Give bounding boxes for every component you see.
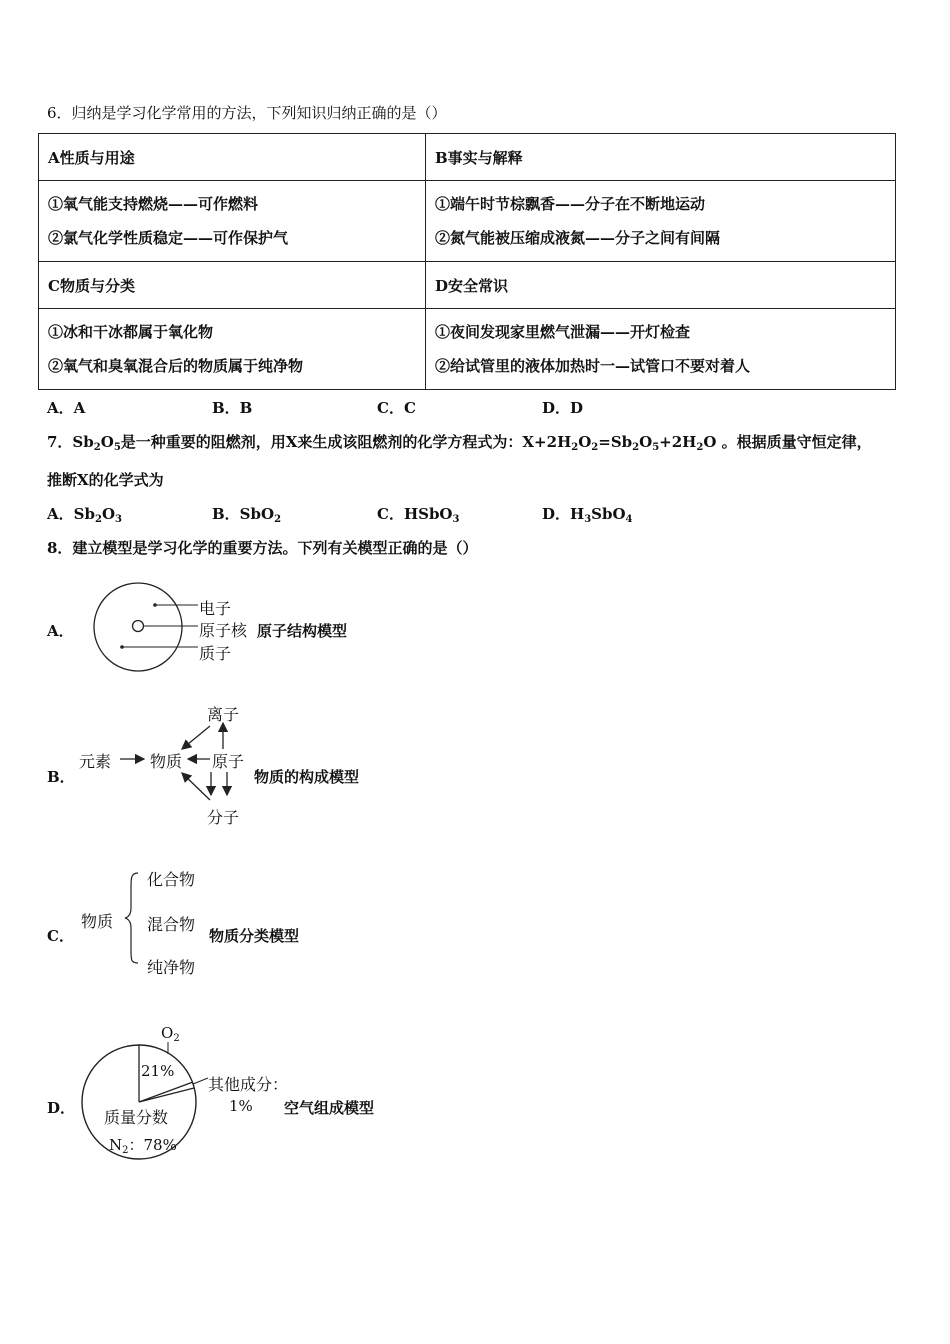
pie-label-21: 21% [141, 1062, 175, 1080]
class-label-mixture: 混合物 [147, 915, 196, 934]
cell-d-head: D安全常识 [426, 262, 896, 309]
cell-c-line1: ①冰和干冰都属于氧化物 [48, 323, 214, 341]
class-label-pure: 纯净物 [147, 958, 196, 977]
q6-option-d[interactable]: D．D [542, 399, 584, 417]
class-label-substance: 物质 [81, 912, 114, 931]
q7-stem-line2: 推断X的化学式为 [47, 471, 164, 489]
q6-option-c[interactable]: C．C [377, 399, 416, 417]
cell-b-head: B事实与解释 [426, 134, 896, 181]
atom-label-electron: 电子 [199, 599, 232, 618]
q8-option-c-letter[interactable]: C． [47, 927, 74, 945]
cell-c-line2: ②氧气和臭氧混合后的物质属于纯净物 [48, 357, 304, 375]
q6-stem: 6．归纳是学习化学常用的方法，下列知识归纳正确的是（） [47, 104, 447, 122]
pie-label-mass: 质量分数 [104, 1108, 169, 1127]
arrow-molecule-substance [182, 773, 210, 800]
knowledge-table [38, 133, 896, 390]
others-pointer [193, 1078, 208, 1084]
q7-option-d[interactable]: D．$H_3SbO_4$ [542, 505, 633, 525]
pie-label-o2: $O_2$ [161, 1024, 180, 1044]
comp-label-substance: 物质 [150, 752, 183, 771]
atom-outer-circle [94, 583, 182, 671]
composition-arrows [110, 715, 250, 815]
q8-option-a-letter[interactable]: A． [47, 622, 74, 640]
cell-a-body [39, 181, 426, 262]
pie-label-others: 其他成分： [208, 1075, 289, 1094]
classification-model-caption: 物质分类模型 [209, 927, 300, 945]
classification-brace [124, 870, 144, 966]
comp-label-element: 元素 [79, 752, 112, 771]
cell-a-line2: ②氯气化学性质稳定——可作保护气 [48, 229, 289, 247]
pie-radius-others [139, 1088, 194, 1102]
cell-a-line1: ①氧气能支持燃烧——可作燃料 [48, 195, 259, 213]
q7-option-a[interactable]: A．$Sb_2O_3$ [47, 505, 122, 525]
q7-option-b[interactable]: B．SbO$_2$ [212, 505, 282, 525]
q8-stem: 8．建立模型是学习化学的重要方法。下列有关模型正确的是（） [47, 539, 478, 557]
comp-label-ion: 离子 [207, 705, 240, 724]
q7-stem-line1: 7．$Sb_2O_5$是一种重要的阻燃剂，用X来生成该阻燃剂的化学方程式为：$X+2H_2O_2=Sb_2O_5+2H_2O$ 。根据质量守恒定律， [47, 433, 872, 453]
atom-model-caption: 原子结构模型 [257, 622, 348, 640]
pie-radius-o2 [139, 1082, 193, 1102]
atom-label-proton: 质子 [199, 644, 232, 663]
pie-label-n2: $N_2$：78% [109, 1136, 177, 1156]
cell-b-line1: ①端午时节棕飘香——分子在不断地运动 [435, 195, 706, 213]
class-label-compound: 化合物 [147, 870, 196, 889]
cell-b-line2: ②氮气能被压缩成液氮——分子之间有间隔 [435, 229, 721, 247]
comp-label-molecule: 分子 [207, 808, 240, 827]
atom-nucleus-circle [133, 621, 144, 632]
q7-option-c[interactable]: C．HSbO$_3$ [377, 505, 460, 525]
pie-label-1: 1% [229, 1097, 253, 1115]
comp-label-atom: 原子 [212, 752, 245, 771]
composition-model-caption: 物质的构成模型 [254, 768, 360, 786]
cell-c-body [39, 309, 426, 390]
air-model-caption: 空气组成模型 [284, 1099, 375, 1117]
atom-label-nucleus: 原子核 [199, 621, 248, 640]
q8-option-d-letter[interactable]: D． [47, 1099, 76, 1117]
q6-option-b[interactable]: B．B [212, 399, 253, 417]
cell-c-head: C物质与分类 [39, 262, 426, 309]
q8-option-b-letter[interactable]: B． [47, 768, 75, 786]
q6-option-a[interactable]: A．A [47, 399, 86, 417]
cell-d-line2: ②给试管里的液体加热时一—试管口不要对着人 [435, 357, 751, 375]
arrow-ion-substance [182, 726, 210, 749]
cell-d-line1: ①夜间发现家里燃气泄漏——开灯检查 [435, 323, 691, 341]
cell-d-body [426, 309, 896, 390]
cell-a-head: A性质与用途 [39, 134, 426, 181]
cell-b-body [426, 181, 896, 262]
